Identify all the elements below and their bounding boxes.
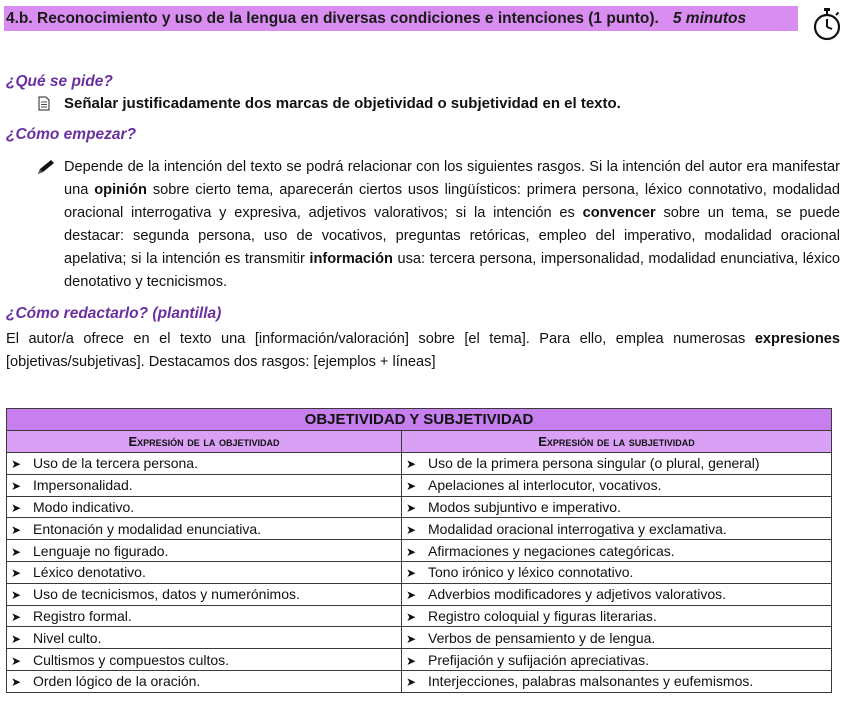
subjetividad-cell: [402, 583, 832, 605]
table-row: [7, 561, 832, 583]
arrow-bullet-icon: ➤: [11, 479, 22, 494]
table-row: [7, 670, 832, 692]
table-row: [7, 496, 832, 518]
arrow-bullet-icon: ➤: [406, 544, 417, 559]
cell-text: Adverbios modificadores y adjetivos valorativos.: [428, 586, 727, 603]
arrow-bullet-icon: ➤: [11, 457, 22, 472]
arrow-bullet-icon: ➤: [11, 675, 22, 690]
cell-text: Modo indicativo.: [33, 498, 135, 515]
arrow-bullet-icon: ➤: [406, 479, 417, 494]
stopwatch-icon: [811, 7, 843, 41]
arrow-bullet-icon: ➤: [11, 631, 22, 646]
table-row: [7, 474, 832, 496]
arrow-bullet-icon: ➤: [11, 609, 22, 624]
cell-text: Uso de tecnicismos, datos y numerónimos.: [33, 586, 300, 603]
table-row: [7, 453, 832, 475]
cell-text: Lenguaje no figurado.: [33, 542, 169, 559]
objetividad-cell: [7, 670, 402, 692]
document-icon: [38, 96, 50, 111]
arrow-bullet-icon: ➤: [406, 631, 417, 646]
template-paragraph: El autor/a ofrece en el texto una [información/valoración] sobre [el tema]. Para ello, emplea numerosas expresiones [objetivas/subjetivas]. Destacamos dos rasgos: [ejemplos + líneas]: [6, 331, 840, 370]
objetividad-cell: [7, 474, 402, 496]
como-redactarlo-heading: ¿Cómo redactarlo? (plantilla): [6, 305, 222, 322]
arrow-bullet-icon: ➤: [11, 588, 22, 603]
cell-text: Entonación y modalidad enunciativa.: [33, 520, 262, 537]
cell-text: Apelaciones al interlocutor, vocativos.: [428, 477, 662, 494]
cell-text: Cultismos y compuestos cultos.: [33, 651, 230, 668]
header-bar: [4, 6, 798, 31]
subjetividad-cell: [402, 496, 832, 518]
subjetividad-cell: [402, 605, 832, 627]
arrow-bullet-icon: ➤: [406, 653, 417, 668]
cell-text: Uso de la primera persona singular (o plural, general): [428, 455, 760, 472]
cell-text: Prefijación y sufijación apreciativas.: [428, 651, 649, 668]
subjetividad-cell: [402, 474, 832, 496]
cell-text: Afirmaciones y negaciones categóricas.: [428, 542, 675, 559]
objetividad-cell: [7, 627, 402, 649]
arrow-bullet-icon: ➤: [11, 522, 22, 537]
objetividad-cell: [7, 583, 402, 605]
header-title: 4.b. Reconocimiento y uso de la lengua en diversas condiciones e intenciones (1 punto).: [6, 9, 659, 27]
objetividad-cell: [7, 605, 402, 627]
cell-text: Nivel culto.: [33, 629, 102, 646]
objetividad-cell: [7, 496, 402, 518]
subjetividad-cell: [402, 649, 832, 671]
cell-text: Verbos de pensamiento y de lengua.: [428, 629, 656, 646]
como-empezar-heading: ¿Cómo empezar?: [6, 126, 137, 143]
arrow-bullet-icon: ➤: [406, 588, 417, 603]
objetividad-cell: [7, 518, 402, 540]
table-row: [7, 605, 832, 627]
header-duration: 5 minutos: [672, 9, 747, 27]
table-row: [7, 627, 832, 649]
como-empezar-paragraph: Depende de la intención del texto se podrá relacionar con los siguientes rasgos. Si la intención del autor era manifestar una opinión sobre cierto tema, aparecerán ciertos usos lingüísticos: primera persona, léxico connotativo, modalidad oracional interrogativa y expresiva, adjetivos valorativos; si la intención es convencer sobre un tema, se puede destacar: segunda persona, uso de vocativos, preguntas retóricas, empleo del imperativo, modalidad oracional apelativa; si la intención es transmitir información usa: tercera persona, impersonalidad, modalidad enunciativa, léxico denotativo y tecnicismos.: [64, 159, 841, 290]
que-se-pide-heading: ¿Qué se pide?: [6, 73, 113, 90]
subjetividad-cell: [402, 453, 832, 475]
subjetividad-cell: [402, 518, 832, 540]
cell-text: Tono irónico y léxico connotativo.: [428, 564, 634, 581]
arrow-bullet-icon: ➤: [11, 500, 22, 515]
objetividad-cell: [7, 540, 402, 562]
objetividad-cell: [7, 453, 402, 475]
cell-text: Léxico denotativo.: [33, 564, 146, 581]
cell-text: Modalidad oracional interrogativa y exclamativa.: [428, 520, 727, 537]
subjetividad-cell: [402, 540, 832, 562]
table-row: [7, 583, 832, 605]
column-header-subjetividad: Expresión de la subjetividad: [402, 431, 832, 453]
cell-text: Modos subjuntivo e imperativo.: [428, 498, 621, 515]
table-body: [7, 453, 832, 693]
objetividad-table: [6, 408, 832, 693]
arrow-bullet-icon: ➤: [406, 457, 417, 472]
arrow-bullet-icon: ➤: [11, 653, 22, 668]
arrow-bullet-icon: ➤: [406, 566, 417, 581]
cell-text: Registro coloquial y figuras literarias.: [428, 607, 657, 624]
arrow-bullet-icon: ➤: [11, 566, 22, 581]
arrow-bullet-icon: ➤: [406, 522, 417, 537]
cell-text: Impersonalidad.: [33, 477, 133, 494]
table-row: [7, 518, 832, 540]
subjetividad-cell: [402, 561, 832, 583]
subjetividad-cell: [402, 627, 832, 649]
objetividad-cell: [7, 561, 402, 583]
arrow-bullet-icon: ➤: [406, 609, 417, 624]
table-row: [7, 540, 832, 562]
task-line: [38, 95, 621, 112]
arrow-bullet-icon: ➤: [406, 500, 417, 515]
subjetividad-cell: [402, 670, 832, 692]
cell-text: Registro formal.: [33, 607, 132, 624]
cell-text: Orden lógico de la oración.: [33, 673, 201, 690]
table-title: OBJETIVIDAD Y SUBJETIVIDAD: [7, 409, 832, 431]
pencil-icon: [36, 158, 56, 176]
task-text: Señalar justificadamente dos marcas de objetividad o subjetividad en el texto.: [64, 95, 621, 112]
objetividad-cell: [7, 649, 402, 671]
cell-text: Uso de la tercera persona.: [33, 455, 198, 472]
cell-text: Interjecciones, palabras malsonantes y eufemismos.: [428, 673, 754, 690]
column-header-objetividad: Expresión de la objetividad: [7, 431, 402, 453]
table-row: [7, 649, 832, 671]
arrow-bullet-icon: ➤: [406, 675, 417, 690]
arrow-bullet-icon: ➤: [11, 544, 22, 559]
